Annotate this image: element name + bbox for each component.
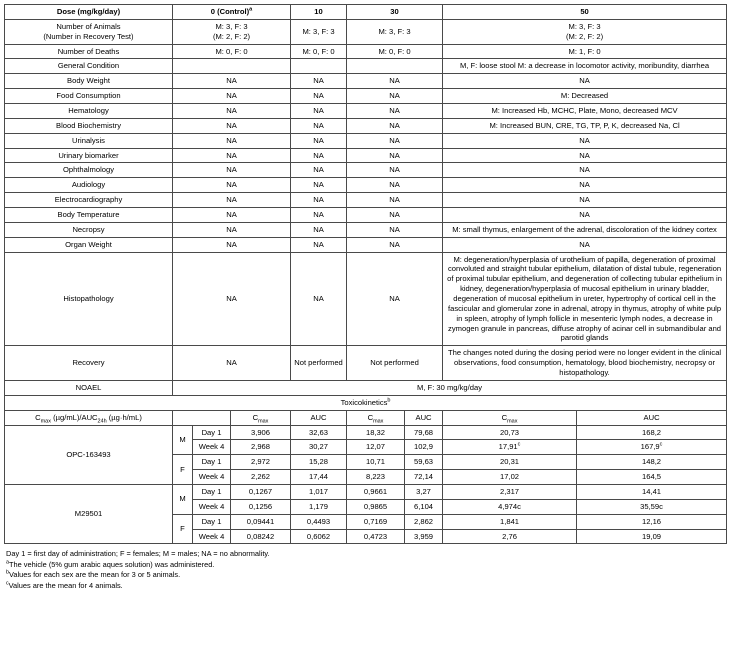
table-row-electrocardiography xyxy=(5,193,727,208)
tk-timepoint-label: Day 1 xyxy=(193,514,231,529)
tk-cell-d30-cmax-value: 12,07 xyxy=(366,442,386,452)
row-label-body-temperature: Body Temperature xyxy=(5,208,173,223)
cell-general-condition-control xyxy=(173,59,291,74)
table-row-organ-weight xyxy=(5,237,727,252)
tk-metric-mid: (µg/mL)/AUC xyxy=(50,412,98,422)
tk-timepoint-label: Day 1 xyxy=(193,425,231,440)
footnote-b-marker: b xyxy=(6,569,9,576)
cell-audiology-d50: NA xyxy=(443,178,727,193)
table-header-row xyxy=(5,5,727,20)
cell-ophthalmology-d50: NA xyxy=(443,163,727,178)
tk-cell-d50-auc-value: 12,16 xyxy=(642,516,662,526)
footnote-a-text: The vehicle (5% gum arabic aques solution) was administered. xyxy=(8,559,215,569)
tk-cell-d30-cmax xyxy=(347,440,405,455)
tk-cell-d30-auc xyxy=(405,440,443,455)
tk-cell-d50-cmax xyxy=(443,425,577,440)
tk-cell-d50-cmax xyxy=(443,470,577,485)
cell-body-temperature-d50: NA xyxy=(443,208,727,223)
tk-timepoint-label: Week 4 xyxy=(193,440,231,455)
cell-urinalysis-d30: NA xyxy=(347,133,443,148)
footnote-a-marker: a xyxy=(6,559,9,566)
table-row-audiology xyxy=(5,178,727,193)
tk-cell-d30-cmax-value: 0,9865 xyxy=(363,501,388,511)
table-row-general-condition xyxy=(5,59,727,74)
tk-sex-label: M xyxy=(173,425,193,455)
tk-cell-d30-auc xyxy=(405,455,443,470)
cell-animals-control-line2: (M: 2, F: 2) xyxy=(212,31,251,41)
table-row-urinalysis xyxy=(5,133,727,148)
tk-cell-d30-auc xyxy=(405,484,443,499)
cell-organ-weight-d10: NA xyxy=(291,237,347,252)
tk-cell-d50-auc-value: 168,2 xyxy=(642,427,662,437)
tk-cell-d50-auc-value: 167,9 xyxy=(640,442,660,452)
tk-cell-d10-auc-value: 32,63 xyxy=(309,427,329,437)
cell-electrocardiography-d50: NA xyxy=(443,193,727,208)
cell-general-condition-d50: M, F: loose stool M: a decrease in locomotor activity, moribundity, diarrhea xyxy=(443,59,727,74)
tk-cell-d30-cmax-value: 0,4723 xyxy=(363,531,388,541)
tk-header-d50-cmax-sub: max xyxy=(507,418,518,425)
table-row-noael xyxy=(5,380,727,395)
tk-cell-d30-cmax xyxy=(347,484,405,499)
row-label-urinalysis: Urinalysis xyxy=(5,133,173,148)
table-row-food-consumption xyxy=(5,89,727,104)
tk-cell-d30-cmax xyxy=(347,529,405,544)
tk-row xyxy=(5,425,727,440)
tk-cell-d30-auc-value: 6,104 xyxy=(414,501,434,511)
cell-deaths-d50: M: 1, F: 0 xyxy=(443,44,727,59)
cell-blood-biochemistry-d10: NA xyxy=(291,118,347,133)
cell-blood-biochemistry-d30: NA xyxy=(347,118,443,133)
cell-animals-d50 xyxy=(443,19,727,44)
cell-hematology-d50: M: Increased Hb, MCHC, Plate, Mono, decreased MCV xyxy=(443,104,727,119)
cell-electrocardiography-d30: NA xyxy=(347,193,443,208)
cell-general-condition-d10 xyxy=(291,59,347,74)
tk-header-d30-cmax-sub: max xyxy=(373,418,384,425)
tk-cell-d30-cmax xyxy=(347,425,405,440)
tk-cell-d30-auc-value: 72,14 xyxy=(414,472,434,482)
cell-histopathology-control: NA xyxy=(173,252,291,346)
tk-cell-d50-auc-value: 35,59c xyxy=(640,501,663,511)
tk-cell-d30-auc xyxy=(405,470,443,485)
row-label-audiology: Audiology xyxy=(5,178,173,193)
row-label-noael: NOAEL xyxy=(5,380,173,395)
tk-sex-label: F xyxy=(173,455,193,485)
table-row-urinary-biomarker xyxy=(5,148,727,163)
tk-cell-d10-cmax-value: 0,08242 xyxy=(246,531,275,541)
tk-metric-cmax-sub: max xyxy=(40,418,51,425)
tk-cell-d50-auc xyxy=(577,499,727,514)
cell-organ-weight-d50: NA xyxy=(443,237,727,252)
tk-cell-d10-auc-value: 0,4493 xyxy=(306,516,331,526)
cell-audiology-d10: NA xyxy=(291,178,347,193)
tk-header-spacer xyxy=(173,410,231,425)
header-dose-label: Dose (mg/kg/day) xyxy=(5,5,173,20)
tk-header-d10-auc: AUC xyxy=(291,410,347,425)
tk-cell-d10-auc xyxy=(291,455,347,470)
tk-compound-name: M29501 xyxy=(5,484,173,543)
tk-cell-d10-cmax xyxy=(231,440,291,455)
tk-cell-d50-cmax xyxy=(443,455,577,470)
tk-header-d30-cmax xyxy=(347,410,405,425)
cell-blood-biochemistry-d50: M: Increased BUN, CRE, TG, TP, P, K, decreased Na, Cl xyxy=(443,118,727,133)
tk-cell-d30-auc-value: 102,9 xyxy=(414,442,434,452)
tk-cell-d50-cmax-value: 4,974c xyxy=(498,501,521,511)
row-label-recovery: Recovery xyxy=(5,346,173,381)
cell-audiology-control: NA xyxy=(173,178,291,193)
footnote-a xyxy=(6,560,726,571)
toxicity-study-table xyxy=(4,4,727,544)
tk-cell-d10-cmax xyxy=(231,514,291,529)
header-dose-control xyxy=(173,5,291,20)
cell-food-consumption-d10: NA xyxy=(291,89,347,104)
cell-urinary-biomarker-d50: NA xyxy=(443,148,727,163)
tk-cell-d10-auc xyxy=(291,514,347,529)
tk-header-d10-cmax xyxy=(231,410,291,425)
tk-cell-d10-auc-value: 17,44 xyxy=(309,472,329,482)
tk-cell-d10-cmax-value: 0,1256 xyxy=(248,501,273,511)
tk-header-d30-cmax-text: C xyxy=(367,412,374,422)
cell-hematology-d30: NA xyxy=(347,104,443,119)
footnote-marker-b: b xyxy=(387,397,391,404)
footnote-b-text: Values for each sex are the mean for 3 or 5 animals. xyxy=(8,570,181,580)
tk-cell-d10-cmax-value: 0,1267 xyxy=(248,486,273,496)
cell-ophthalmology-control: NA xyxy=(173,163,291,178)
cell-histopathology-d50: M: degeneration/hyperplasia of urothelium of papilla, degeneration of proximal convoluted and straight tubular epithelium, dilatation of distal tubule, regeneration of proximal tubular epithelium, and degeneration of collecting tubular epithelium in kidney, degeneration/hyperplasia of mucosal epithelium in urinary bladder, degeneration of mucosal epithelium in ureter, hypertrophy of cortical cell in the fascicular and glomerular zone in adrenal, atropy in thymus, atrophy of white pulp in spleen, atrophy of lymph follicle in mesenteric lymph nodes, a decrease in zymogen granule in pancreas, diffuse atrophy of acinar cell in submandibular and parotid glands xyxy=(443,252,727,346)
tk-cell-d50-auc xyxy=(577,484,727,499)
tk-cell-d10-auc-value: 1,017 xyxy=(309,486,329,496)
row-label-deaths: Number of Deaths xyxy=(5,44,173,59)
tk-sex-label: M xyxy=(173,484,193,514)
tk-compound-name: OPC-163493 xyxy=(5,425,173,484)
cell-urinary-biomarker-d10: NA xyxy=(291,148,347,163)
table-row-ophthalmology xyxy=(5,163,727,178)
tk-cell-d30-cmax-value: 10,71 xyxy=(366,457,386,467)
tk-cell-d30-auc-value: 79,68 xyxy=(414,427,434,437)
footnote-b xyxy=(6,570,726,581)
cell-animals-control xyxy=(173,19,291,44)
tk-timepoint-label: Day 1 xyxy=(193,484,231,499)
cell-recovery-d10: Not performed xyxy=(291,346,347,381)
tk-cell-d30-cmax xyxy=(347,514,405,529)
tk-header-d50-cmax xyxy=(443,410,577,425)
tk-cell-d50-cmax xyxy=(443,484,577,499)
cell-food-consumption-d50: M: Decreased xyxy=(443,89,727,104)
table-row-blood-biochemistry xyxy=(5,118,727,133)
table-row-deaths xyxy=(5,44,727,59)
tk-cell-d10-cmax-value: 2,968 xyxy=(251,442,271,452)
table-row-body-temperature xyxy=(5,208,727,223)
tk-metric-auc-sub: 24h xyxy=(97,418,107,425)
footnote-marker-a: a xyxy=(249,6,253,13)
tk-timepoint-label: Day 1 xyxy=(193,455,231,470)
tk-cell-d30-auc-value: 3,959 xyxy=(414,531,434,541)
table-row-tk-metric-header xyxy=(5,410,727,425)
tk-cell-d10-auc-value: 15,28 xyxy=(309,457,329,467)
cell-body-weight-d50: NA xyxy=(443,74,727,89)
cell-necropsy-d30: NA xyxy=(347,222,443,237)
tk-header-d10-cmax-sub: max xyxy=(258,418,269,425)
tk-cell-d10-auc xyxy=(291,529,347,544)
tk-timepoint-label: Week 4 xyxy=(193,499,231,514)
table-row-necropsy xyxy=(5,222,727,237)
tk-cell-d30-auc-value: 2,862 xyxy=(414,516,434,526)
tk-cell-d10-cmax xyxy=(231,484,291,499)
footnote-c-text: Values are the mean for 4 animals. xyxy=(8,580,123,590)
table-row-body-weight xyxy=(5,74,727,89)
cell-animals-d50-line2: (M: 2, F: 2) xyxy=(565,31,604,41)
tk-timepoint-label: Week 4 xyxy=(193,470,231,485)
tk-cell-d50-cmax-value: 2,317 xyxy=(500,486,520,496)
cell-noael-value: M, F: 30 mg/kg/day xyxy=(173,380,727,395)
cell-ophthalmology-d10: NA xyxy=(291,163,347,178)
footnote-c xyxy=(6,581,726,592)
tk-cell-d50-cmax xyxy=(443,440,577,455)
tk-cell-d10-cmax xyxy=(231,529,291,544)
cell-electrocardiography-d10: NA xyxy=(291,193,347,208)
tk-timepoint-label: Week 4 xyxy=(193,529,231,544)
tk-cell-d10-auc xyxy=(291,440,347,455)
cell-necropsy-d50: M: small thymus, enlargement of the adrenal, discoloration of the kidney cortex xyxy=(443,222,727,237)
tk-row xyxy=(5,484,727,499)
tk-data-body xyxy=(5,425,727,544)
cell-organ-weight-d30: NA xyxy=(347,237,443,252)
tk-cell-d50-auc xyxy=(577,440,727,455)
tk-cell-d50-auc-footnote-marker: c xyxy=(659,441,663,448)
cell-recovery-control: NA xyxy=(173,346,291,381)
cell-recovery-d30: Not performed xyxy=(347,346,443,381)
tk-cell-d30-cmax-value: 18,32 xyxy=(366,427,386,437)
tk-header-d50-cmax-text: C xyxy=(501,412,508,422)
cell-urinalysis-d50: NA xyxy=(443,133,727,148)
tk-cell-d10-cmax xyxy=(231,425,291,440)
cell-blood-biochemistry-control: NA xyxy=(173,118,291,133)
cell-food-consumption-control: NA xyxy=(173,89,291,104)
cell-body-weight-d30: NA xyxy=(347,74,443,89)
tk-cell-d50-cmax-value: 17,91 xyxy=(498,442,518,452)
cell-urinary-biomarker-control: NA xyxy=(173,148,291,163)
cell-body-temperature-d30: NA xyxy=(347,208,443,223)
cell-general-condition-d30 xyxy=(347,59,443,74)
tk-cell-d10-auc xyxy=(291,470,347,485)
cell-recovery-d50: The changes noted during the dosing period were no longer evident in the clinical observations, food consumption, hematology, blood biochemistry, necropsy or histopathology. xyxy=(443,346,727,381)
header-dose-50: 50 xyxy=(443,5,727,20)
tk-cell-d30-cmax xyxy=(347,455,405,470)
cell-deaths-d10: M: 0, F: 0 xyxy=(291,44,347,59)
row-label-toxicokinetics-text: Toxicokinetics xyxy=(340,397,388,407)
tk-cell-d10-auc xyxy=(291,499,347,514)
cell-audiology-d30: NA xyxy=(347,178,443,193)
tk-metric-label xyxy=(5,410,173,425)
cell-deaths-control: M: 0, F: 0 xyxy=(173,44,291,59)
row-label-animals-line2: (Number in Recovery Test) xyxy=(43,31,134,41)
tk-cell-d50-auc-value: 14,41 xyxy=(642,486,662,496)
tk-cell-d10-cmax-value: 2,972 xyxy=(251,457,271,467)
tk-cell-d50-cmax-footnote-marker: c xyxy=(517,441,521,448)
table-row-recovery xyxy=(5,346,727,381)
row-label-animals xyxy=(5,19,173,44)
tk-cell-d30-auc xyxy=(405,514,443,529)
tk-cell-d10-auc xyxy=(291,484,347,499)
tk-cell-d50-cmax-value: 17,02 xyxy=(500,472,520,482)
tk-cell-d30-cmax-value: 0,7169 xyxy=(363,516,388,526)
tk-cell-d10-cmax-value: 0,09441 xyxy=(246,516,275,526)
cell-histopathology-d30: NA xyxy=(347,252,443,346)
row-label-hematology: Hematology xyxy=(5,104,173,119)
tk-cell-d50-auc xyxy=(577,529,727,544)
cell-ophthalmology-d30: NA xyxy=(347,163,443,178)
tk-cell-d30-auc xyxy=(405,529,443,544)
tk-cell-d50-cmax-value: 20,31 xyxy=(500,457,520,467)
tk-cell-d10-auc xyxy=(291,425,347,440)
table-row-hematology xyxy=(5,104,727,119)
tk-cell-d30-cmax-value: 0,9661 xyxy=(363,486,388,496)
tk-cell-d50-cmax-value: 1,841 xyxy=(500,516,520,526)
tk-cell-d30-cmax xyxy=(347,470,405,485)
cell-urinary-biomarker-d30: NA xyxy=(347,148,443,163)
cell-electrocardiography-control: NA xyxy=(173,193,291,208)
tk-cell-d50-auc xyxy=(577,425,727,440)
header-dose-10: 10 xyxy=(291,5,347,20)
tk-cell-d50-auc xyxy=(577,455,727,470)
footnote-c-marker: c xyxy=(6,580,9,587)
tk-cell-d50-cmax xyxy=(443,499,577,514)
tk-cell-d50-auc-value: 148,2 xyxy=(642,457,662,467)
tk-cell-d10-cmax xyxy=(231,499,291,514)
tk-cell-d50-auc-value: 164,5 xyxy=(642,472,662,482)
tk-cell-d50-auc xyxy=(577,470,727,485)
tk-header-d10-cmax-text: C xyxy=(252,412,259,422)
row-label-blood-biochemistry: Blood Biochemistry xyxy=(5,118,173,133)
tk-cell-d30-auc-value: 3,27 xyxy=(416,486,431,496)
row-label-food-consumption: Food Consumption xyxy=(5,89,173,104)
cell-animals-control-line1: M: 3, F: 3 xyxy=(215,21,248,31)
cell-urinalysis-control: NA xyxy=(173,133,291,148)
row-label-organ-weight: Organ Weight xyxy=(5,237,173,252)
header-dose-30: 30 xyxy=(347,5,443,20)
cell-animals-d10: M: 3, F: 3 xyxy=(291,19,347,44)
cell-body-weight-d10: NA xyxy=(291,74,347,89)
tk-metric-cmax-prefix: C xyxy=(35,412,41,422)
row-label-histopathology: Histopathology xyxy=(5,252,173,346)
tk-header-d30-auc: AUC xyxy=(405,410,443,425)
cell-body-weight-control: NA xyxy=(173,74,291,89)
tk-cell-d10-auc-value: 0,6062 xyxy=(306,531,331,541)
header-dose-control-text: 0 (Control) xyxy=(210,7,250,16)
table-row-animals xyxy=(5,19,727,44)
table-row-histopathology xyxy=(5,252,727,346)
footnotes-block xyxy=(4,549,726,591)
cell-necropsy-d10: NA xyxy=(291,222,347,237)
cell-necropsy-control: NA xyxy=(173,222,291,237)
tk-cell-d10-cmax-value: 2,262 xyxy=(251,472,271,482)
tk-cell-d10-cmax-value: 3,906 xyxy=(251,427,271,437)
cell-food-consumption-d30: NA xyxy=(347,89,443,104)
row-label-toxicokinetics xyxy=(5,395,727,410)
tk-cell-d10-cmax xyxy=(231,455,291,470)
tk-cell-d30-auc-value: 59,63 xyxy=(414,457,434,467)
row-label-urinary-biomarker: Urinary biomarker xyxy=(5,148,173,163)
cell-urinalysis-d10: NA xyxy=(291,133,347,148)
tk-cell-d30-auc xyxy=(405,499,443,514)
tk-sex-label: F xyxy=(173,514,193,544)
tk-cell-d30-auc xyxy=(405,425,443,440)
row-label-necropsy: Necropsy xyxy=(5,222,173,237)
row-label-ophthalmology: Ophthalmology xyxy=(5,163,173,178)
tk-cell-d10-cmax xyxy=(231,470,291,485)
row-label-body-weight: Body Weight xyxy=(5,74,173,89)
tk-cell-d50-auc-value: 19,09 xyxy=(642,531,662,541)
tk-cell-d30-cmax-value: 8,223 xyxy=(366,472,386,482)
cell-hematology-d10: NA xyxy=(291,104,347,119)
cell-deaths-d30: M: 0, F: 0 xyxy=(347,44,443,59)
tk-cell-d50-cmax xyxy=(443,514,577,529)
cell-animals-d30: M: 3, F: 3 xyxy=(347,19,443,44)
row-label-electrocardiography: Electrocardiography xyxy=(5,193,173,208)
tk-cell-d10-auc-value: 30,27 xyxy=(309,442,329,452)
tk-cell-d10-auc-value: 1,179 xyxy=(309,501,329,511)
cell-animals-d50-line1: M: 3, F: 3 xyxy=(568,21,601,31)
table-row-toxicokinetics-heading xyxy=(5,395,727,410)
tk-cell-d50-auc xyxy=(577,514,727,529)
cell-histopathology-d10: NA xyxy=(291,252,347,346)
cell-body-temperature-control: NA xyxy=(173,208,291,223)
tk-cell-d50-cmax-value: 2,76 xyxy=(502,531,517,541)
tk-cell-d50-cmax xyxy=(443,529,577,544)
tk-cell-d50-cmax-value: 20,73 xyxy=(500,427,520,437)
cell-hematology-control: NA xyxy=(173,104,291,119)
cell-organ-weight-control: NA xyxy=(173,237,291,252)
row-label-animals-line1: Number of Animals xyxy=(56,21,121,31)
row-label-general-condition: General Condition xyxy=(5,59,173,74)
tk-metric-suffix: (µg·h/mL) xyxy=(106,412,142,422)
tk-header-d50-auc: AUC xyxy=(577,410,727,425)
cell-body-temperature-d10: NA xyxy=(291,208,347,223)
tk-cell-d30-cmax xyxy=(347,499,405,514)
footnote-general: Day 1 = first day of administration; F = females; M = males; NA = no abnormality. xyxy=(6,549,270,559)
